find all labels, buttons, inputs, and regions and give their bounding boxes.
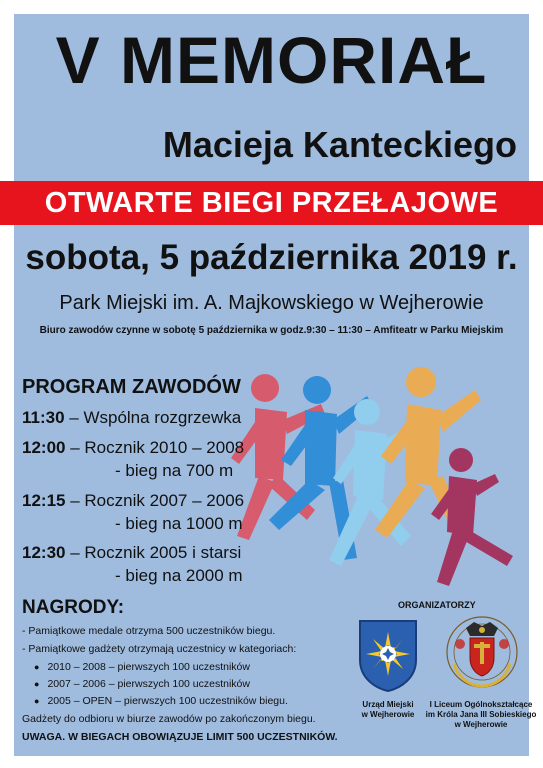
program-text: – Rocznik 2010 – 2008 (65, 438, 245, 457)
awards-line: - Pamiątkowe gadżety otrzymają uczestnicy w kategoriach: (22, 643, 297, 655)
event-date: sobota, 5 października 2019 r. (25, 238, 518, 277)
poster-subtitle: Macieja Kanteckiego (162, 124, 517, 165)
program-detail: - bieg na 700 m (115, 461, 234, 480)
city-coat-of-arms-icon (357, 618, 419, 692)
organizers-heading: ORGANIZATORZY (398, 600, 476, 610)
organizer-school-line3: w Wejherowie (454, 720, 508, 729)
program-row (22, 543, 241, 563)
awards-line: - Pamiątkowe medale otrzyma 500 uczestników biegu. (22, 625, 276, 637)
program-text: – Rocznik 2005 i starsi (65, 543, 242, 562)
awards-bullet: ● 2007 – 2006 – pierwszych 100 uczestników (34, 678, 250, 690)
program-heading: PROGRAM ZAWODÓW (22, 376, 241, 398)
organizer-school (420, 700, 542, 730)
program-time: 12:30 (22, 543, 66, 562)
organizer-city-line2: w Wejherowie (361, 710, 415, 719)
program-detail: - bieg na 1000 m (115, 514, 243, 533)
awards-bullet: ● 2005 – OPEN – pierwszych 100 uczestników biegu. (34, 695, 288, 707)
awards-bullet: ● 2010 – 2008 – pierwszych 100 uczestników (34, 661, 250, 673)
participant-limit: UWAGA. W BIEGACH OBOWIĄZUJE LIMIT 500 UCZESTNIKÓW. (22, 731, 338, 743)
program-row (22, 491, 244, 511)
school-emblem-icon (444, 614, 520, 690)
program-row (22, 408, 241, 428)
awards-heading: NAGRODY: (22, 597, 125, 618)
organizer-city (352, 700, 424, 720)
program-detail: - bieg na 2000 m (115, 566, 243, 585)
program-row (22, 438, 244, 458)
poster-title: V MEMORIAŁ (55, 23, 488, 97)
organizer-city-line1: Urząd Miejski (362, 700, 414, 709)
maroon-runner-icon (431, 448, 513, 586)
program-text: – Rocznik 2007 – 2006 (65, 491, 245, 510)
program-time: 11:30 (22, 408, 65, 427)
awards-pickup: Gadżety do odbioru w biurze zawodów po zakończonym biegu. (22, 713, 316, 725)
runners-illustration (225, 360, 525, 590)
organizer-school-line1: I Liceum Ogólnokształcące (429, 700, 533, 709)
program-time: 12:15 (22, 491, 66, 510)
program-time: 12:00 (22, 438, 66, 457)
event-venue: Park Miejski im. A. Majkowskiego w Wejherowie (59, 292, 484, 314)
office-hours: Biuro zawodów czynne w sobotę 5 października w godz.9:30 – 11:30 – Amfiteatr w Parku Miejskim (39, 325, 504, 336)
program-text: – Wspólna rozgrzewka (64, 408, 242, 427)
organizer-school-line2: im Króla Jana III Sobieskiego (425, 710, 537, 719)
red-banner: OTWARTE BIEGI PRZEŁAJOWE (0, 181, 543, 225)
